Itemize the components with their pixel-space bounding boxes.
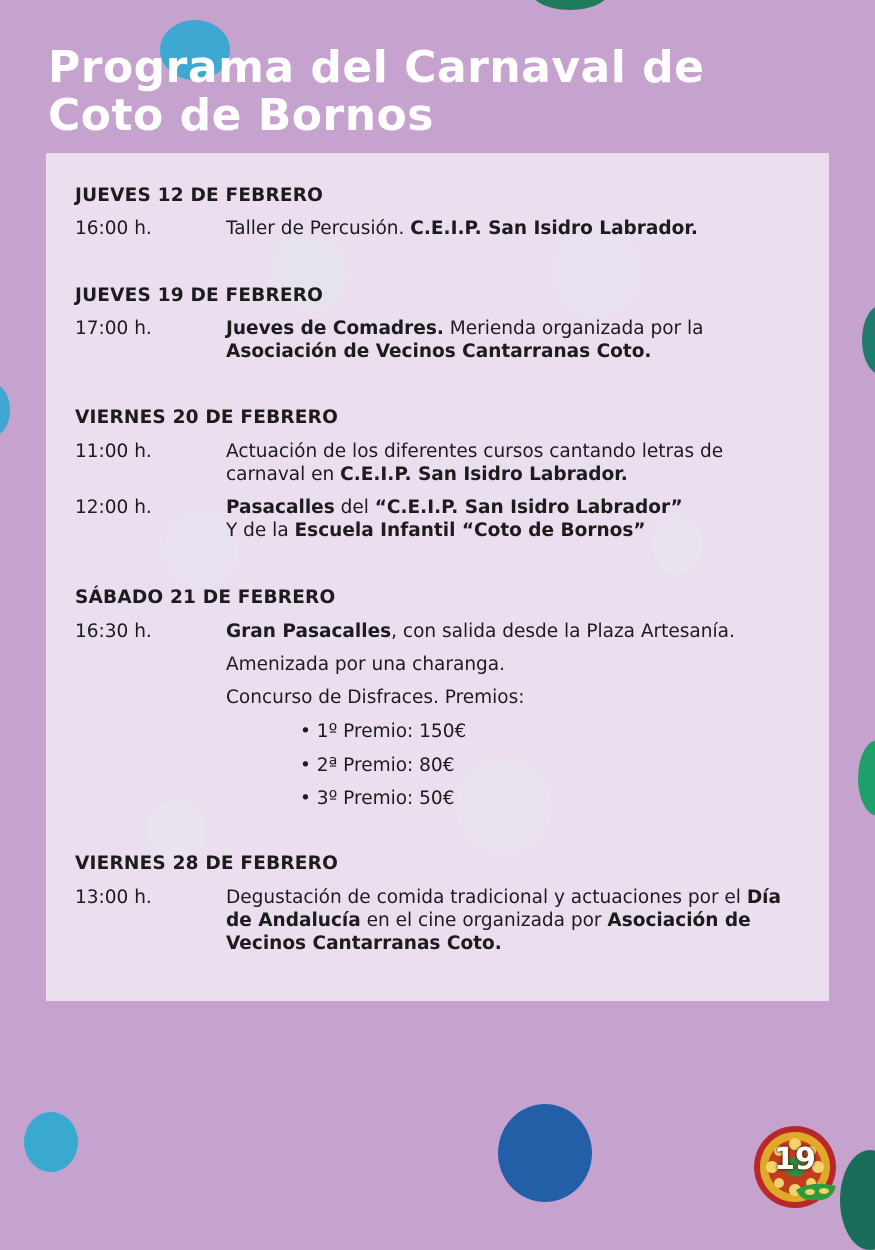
decorative-blob [0, 385, 10, 435]
decorative-blob [498, 1104, 592, 1202]
day-heading: VIERNES 28 DE FEBRERO [75, 853, 339, 874]
title-line-1: Programa del Carnaval de [48, 42, 705, 93]
page-number: 19 [774, 1142, 816, 1177]
event-time: 17:00 h. [75, 318, 152, 339]
event-time: 12:00 h. [75, 497, 152, 518]
decorative-blob [24, 1112, 78, 1172]
day-heading: JUEVES 19 DE FEBRERO [75, 285, 324, 306]
event-description: Actuación de los diferentes cursos cantando letras de carnaval en C.E.I.P. San Isidro Labrador. [226, 441, 724, 485]
title-line-2: Coto de Bornos [48, 90, 434, 141]
day-heading: JUEVES 12 DE FEBRERO [75, 185, 324, 206]
decorative-blob [862, 305, 875, 375]
decorative-blob [858, 740, 875, 816]
event-description: Pasacalles del “C.E.I.P. San Isidro Labrador” Y de la Escuela Infantil “Coto de Bornos” [226, 497, 683, 541]
day-heading: SÁBADO 21 DE FEBRERO [75, 587, 336, 608]
decorative-blob [530, 0, 610, 10]
event-time: 16:00 h. [75, 218, 152, 239]
event-description: Taller de Percusión. C.E.I.P. San Isidro Labrador. [226, 218, 698, 239]
event-time: 13:00 h. [75, 887, 152, 908]
page-title [48, 44, 828, 140]
event-description: Gran Pasacalles, con salida desde la Plaza Artesanía. [226, 621, 735, 642]
event-time: 16:30 h. [75, 621, 152, 642]
decorative-blob [840, 1150, 875, 1250]
event-description: Degustación de comida tradicional y actuaciones por el Día de Andalucía en el cine organizada por Asociación de Vecinos Cantarranas Coto. [226, 887, 782, 954]
event-time: 11:00 h. [75, 441, 152, 462]
page-number-badge [752, 1124, 838, 1210]
event-description: Jueves de Comadres. Merienda organizada por la Asociación de Vecinos Cantarranas Coto. [226, 318, 704, 362]
day-heading: VIERNES 20 DE FEBRERO [75, 407, 339, 428]
